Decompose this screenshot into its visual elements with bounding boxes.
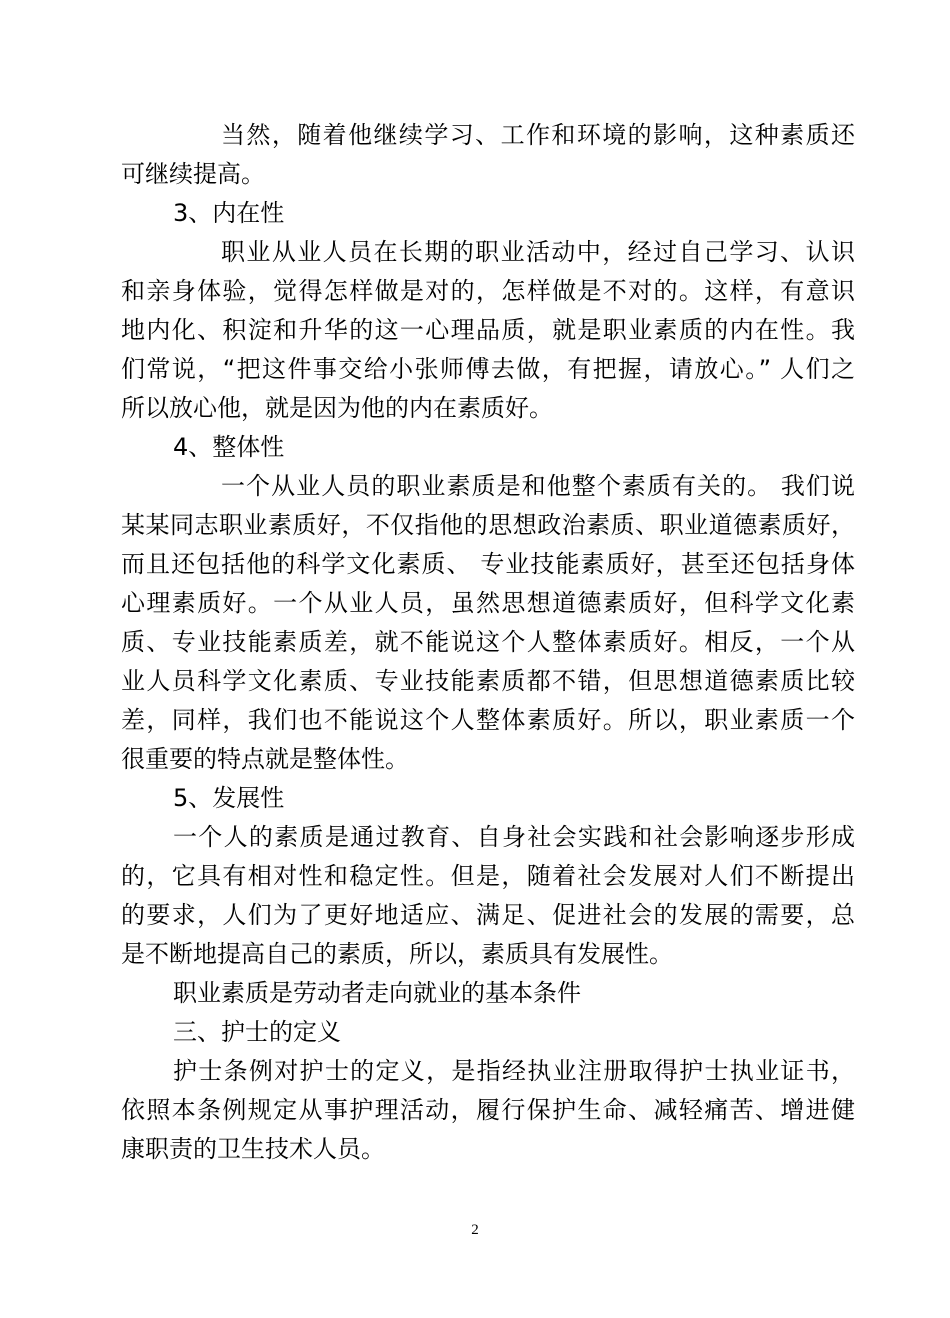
paragraph-line: 当然，随着他继续学习、工作和环境的影响，这种素质还	[221, 121, 855, 149]
paragraph-line: 差，同样，我们也不能说这个人整体素质好。所以，职业素质一个	[121, 706, 855, 734]
paragraph-line: 地内化、积淀和升华的这一心理品质，就是职业素质的内在性。我	[121, 316, 855, 344]
paragraph-line: 可继续提高。	[121, 160, 265, 188]
section-heading: 3、内在性	[173, 199, 285, 227]
page-number: 2	[471, 1222, 479, 1238]
paragraph-line: 而且还包括他的科学文化素质、 专业技能素质好，甚至还包括身体	[121, 550, 855, 578]
paragraph-line: 依照本条例规定从事护理活动，履行保护生命、减轻痛苦、增进健	[121, 1096, 855, 1124]
paragraph-line: 某某同志职业素质好，不仅指他的思想政治素质、职业道德素质好，	[121, 511, 855, 539]
paragraph-line: 一个人的素质是通过教育、自身社会实践和社会影响逐步形成	[173, 823, 855, 851]
paragraph-line: 职业从业人员在长期的职业活动中，经过自己学习、认识	[221, 238, 855, 266]
section-heading: 5、发展性	[173, 784, 285, 812]
paragraph-line: 和亲身体验，觉得怎样做是对的，怎样做是不对的。这样，有意识	[121, 277, 855, 305]
paragraph-line: 心理素质好。一个从业人员，虽然思想道德素质好，但科学文化素	[121, 589, 855, 617]
section-heading: 4、整体性	[173, 433, 285, 461]
paragraph-line: 一个从业人员的职业素质是和他整个素质有关的。 我们说	[221, 472, 855, 500]
paragraph-line: 们常说，“把这件事交给小张师傅去做，有把握，请放心。” 人们之	[121, 355, 855, 383]
paragraph-line: 的，它具有相对性和稳定性。但是，随着社会发展对人们不断提出	[121, 862, 855, 890]
paragraph-line: 业人员科学文化素质、专业技能素质都不错，但思想道德素质比较	[121, 667, 855, 695]
paragraph-line: 职业素质是劳动者走向就业的基本条件	[173, 979, 581, 1007]
section-heading: 三、护士的定义	[173, 1018, 341, 1046]
paragraph-line: 护士条例对护士的定义，是指经执业注册取得护士执业证书，	[173, 1057, 855, 1085]
paragraph-line: 的要求，人们为了更好地适应、满足、促进社会的发展的需要，总	[121, 901, 855, 929]
paragraph-line: 康职责的卫生技术人员。	[121, 1135, 385, 1163]
paragraph-line: 质、专业技能素质差，就不能说这个人整体素质好。相反，一个从	[121, 628, 855, 656]
paragraph-line: 是不断地提高自己的素质，所以，素质具有发展性。	[121, 940, 673, 968]
paragraph-line: 很重要的特点就是整体性。	[121, 745, 409, 773]
paragraph-line: 所以放心他，就是因为他的内在素质好。	[121, 394, 553, 422]
